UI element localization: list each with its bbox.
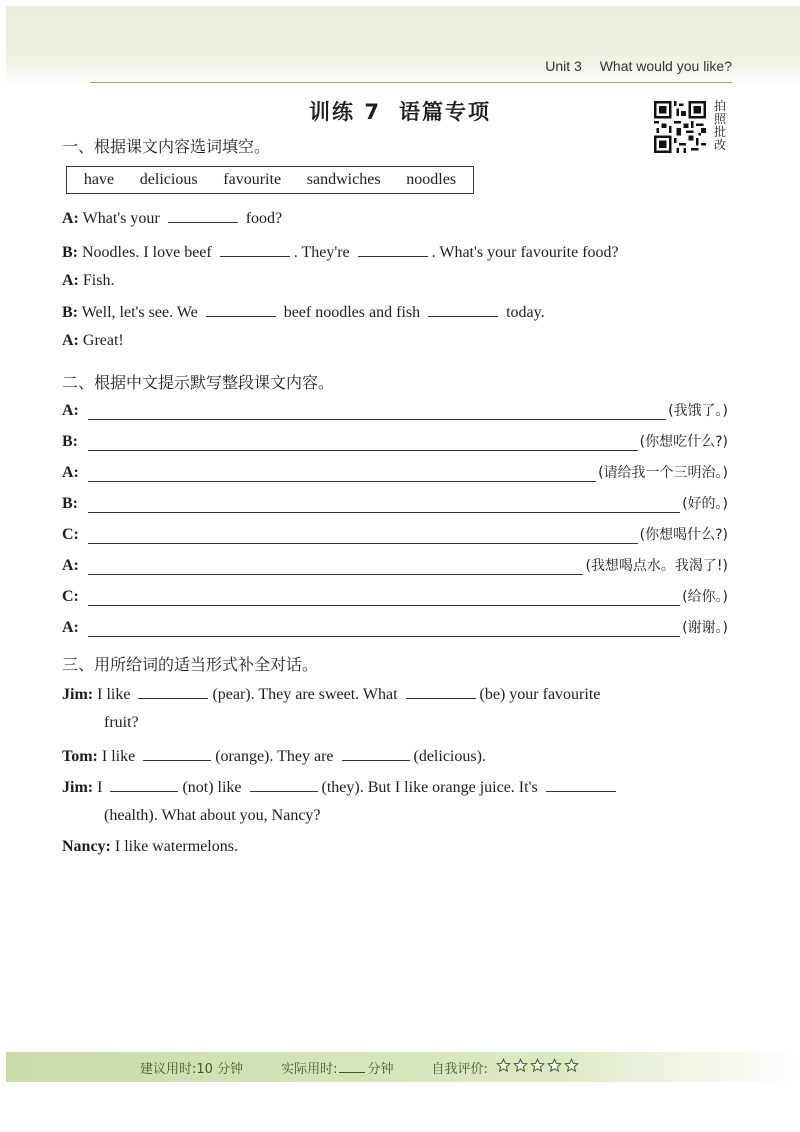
writing-line: C: (给你。) (62, 588, 728, 605)
writing-rule[interactable] (88, 589, 680, 606)
star-icon[interactable] (530, 1058, 545, 1073)
header-divider (90, 82, 732, 83)
dialogue-line: B: Well, let's see. We beef noodles and fish today. (62, 304, 545, 321)
word-bank-item: have (83, 171, 115, 188)
dialogue-line: B: Noodles. I love beef . They're . What's your favourite food? (62, 244, 619, 261)
word-bank (66, 166, 474, 194)
writing-rule[interactable] (88, 403, 666, 420)
writing-rule[interactable] (88, 434, 638, 451)
running-header (545, 58, 732, 74)
word-bank-item: sandwiches (306, 171, 381, 188)
dialogue-line: Jim: I (not) like (they). But I like orange juice. It's (62, 777, 728, 797)
dialogue-line: A: Fish. (62, 272, 115, 289)
word-bank-item: noodles (406, 171, 457, 188)
writing-line: A: (我饿了。) (62, 402, 728, 419)
writing-line: C: (你想喝什么?) (62, 526, 728, 543)
answer-blank[interactable] (546, 777, 616, 792)
star-icon[interactable] (513, 1058, 528, 1073)
star-icon[interactable] (547, 1058, 562, 1073)
unit-title: What would you like? (599, 58, 732, 74)
answer-blank[interactable] (143, 746, 211, 761)
unit-label: Unit 3 (545, 58, 582, 74)
dialogue-line: A: What's your food? (62, 210, 283, 227)
dialogue-line: Nancy: I like watermelons. (62, 838, 238, 855)
dialogue-line: Jim: I like (pear). They are sweet. What (be) your favourite (62, 686, 601, 703)
answer-blank[interactable] (138, 684, 208, 699)
qr-code-icon[interactable] (654, 101, 706, 153)
dialogue-line-continued: fruit? (104, 714, 139, 731)
dialogue-line: Tom: I like (orange). They are (delicious). (62, 748, 486, 765)
section1-heading: 一、根据课文内容选词填空。 (62, 137, 271, 156)
writing-rule[interactable] (88, 527, 638, 544)
answer-blank[interactable] (110, 777, 178, 792)
answer-blank[interactable] (406, 684, 476, 699)
answer-blank[interactable] (428, 302, 498, 317)
writing-rule[interactable] (88, 620, 680, 637)
star-icon[interactable] (496, 1058, 511, 1073)
answer-blank[interactable] (358, 242, 428, 257)
writing-line: A: (请给我一个三明治。) (62, 464, 728, 481)
answer-blank[interactable] (342, 746, 410, 761)
writing-line: B: (好的。) (62, 495, 728, 512)
rating-stars[interactable] (496, 1058, 581, 1073)
answer-blank[interactable] (168, 208, 238, 223)
word-bank-item: delicious (139, 171, 198, 188)
word-bank-item: favourite (223, 171, 282, 188)
dialogue-line-continued: (health). What about you, Nancy? (104, 807, 321, 824)
self-evaluation: 自我评价: (431, 1058, 581, 1077)
actual-time-blank[interactable] (339, 1062, 365, 1073)
answer-blank[interactable] (206, 302, 276, 317)
qr-caption: 拍 照 批 改 (713, 99, 726, 152)
writing-line: B: (你想吃什么?) (62, 433, 728, 450)
writing-rule[interactable] (88, 558, 583, 575)
actual-time: 实际用时: 分钟 (281, 1062, 394, 1077)
answer-blank[interactable] (220, 242, 290, 257)
answer-blank[interactable] (250, 777, 318, 792)
writing-line: A: (我想喝点水。我渴了!) (62, 557, 728, 574)
star-icon[interactable] (564, 1058, 579, 1073)
section2-heading: 二、根据中文提示默写整段课文内容。 (62, 373, 335, 392)
lesson-topic: 语篇专项 (398, 100, 491, 124)
writing-rule[interactable] (88, 496, 680, 513)
section3-heading: 三、用所给词的适当形式补全对话。 (62, 655, 319, 674)
footer-evaluation (140, 1058, 581, 1077)
lesson-number: 训练 7 (309, 100, 381, 124)
suggested-time: 建议用时:10 分钟 (140, 1062, 244, 1077)
writing-rule[interactable] (88, 465, 596, 482)
dialogue-line: A: Great! (62, 332, 124, 349)
writing-line: A: (谢谢。) (62, 619, 728, 636)
header-band (6, 6, 800, 86)
